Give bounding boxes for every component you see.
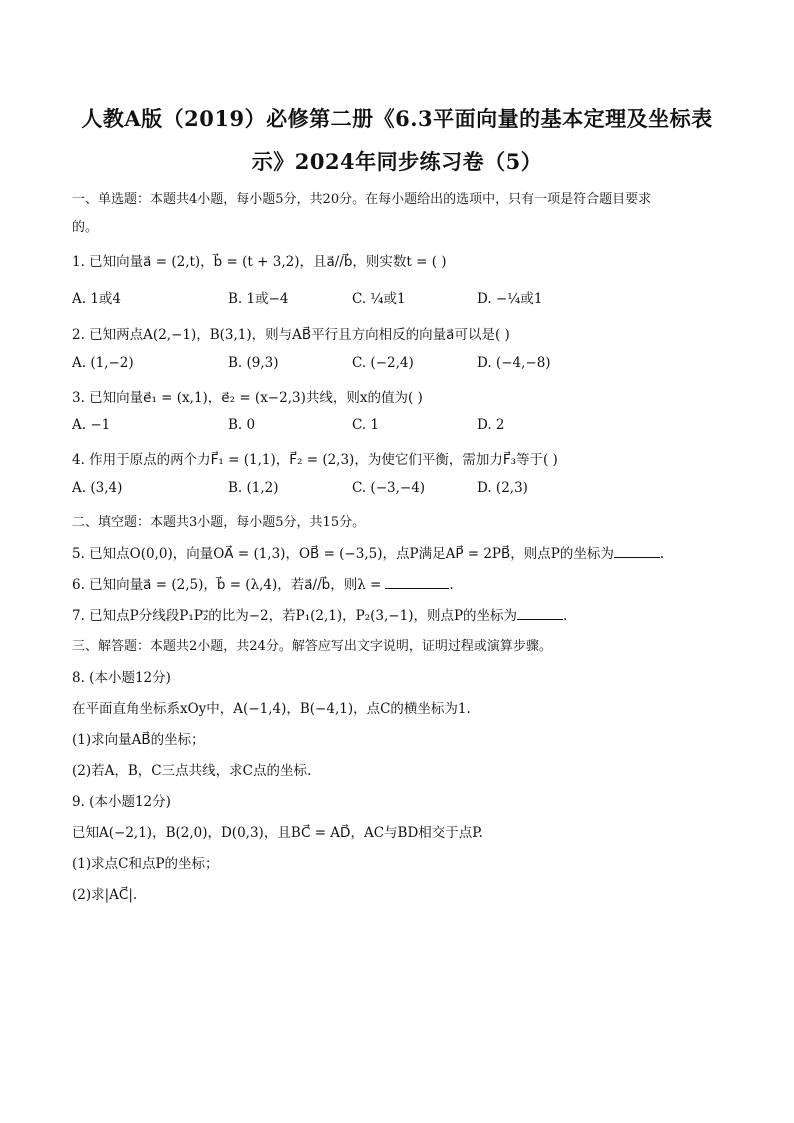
question-9-part2: (2)求|AC⃗|. [72,887,138,903]
q3-option-b: B. 0 [228,417,256,433]
q1-option-d: D. −¼或1 [477,291,543,307]
section3-header: 三、解答题：本题共2小题，共24分。解答应写出文字说明，证明过程或演算步骤。 [72,639,552,654]
q1-option-c: C. ¼或1 [352,291,406,307]
q1-option-b: B. 1或−4 [228,291,289,307]
q1-option-a: A. 1或4 [72,291,122,307]
section2-header: 二、填空题：本题共3小题，每小题5分，共15分。 [72,515,366,530]
section1-header: 一、单选题：本题共4小题，每小题5分，共20分。在每小题给出的选项中，只有一项是符合题目要求 [72,192,652,207]
question-5-end: . [659,546,665,562]
question-4: 4. 作用于原点的两个力F⃗₁ = (1,1)，F⃗₂ = (2,3)，为使它们平衡，需加力F⃗₃等于( ) [72,452,558,468]
question-9-text: 已知A(−2,1)，B(2,0)，D(0,3)，且BC⃗ = AD⃗，AC与BD相交于点P. [72,825,483,841]
question-5-text: 5. 已知点O(0,0)，向量OA⃗ = (1,3)，OB⃗ = (−3,5)，点P满足AP⃗ = 2PB⃗，则点P的坐标为 [72,546,614,562]
q3-option-c: C. 1 [352,417,380,433]
section1-header-cont: 的。 [72,220,99,235]
q2-option-c: C. (−2,4) [352,355,414,371]
question-8-part1: (1)求向量AB⃗的坐标； [72,732,205,748]
q2-option-d: D. (−4,−8) [477,355,551,371]
answer-blank [385,576,449,589]
question-7-text: 7. 已知点P分线段P₁P₂⃗的比为−2，若P₁(2,1)，P₂(3,−1)，则点P的坐标为 [72,608,518,624]
question-6-text: 6. 已知向量a⃗ = (2,5)，b⃗ = (λ,4)，若a⃗//b⃗，则λ = [72,577,382,593]
q4-option-c: C. (−3,−4) [352,480,426,496]
q4-option-a: A. (3,4) [72,480,123,496]
q4-option-d: D. (2,3) [477,480,528,496]
q3-option-d: D. 2 [477,417,505,433]
q2-option-a: A. (1,−2) [72,355,134,371]
doc-title-line2: 示》2024年同步练习卷（5） [251,149,543,174]
q2-option-b: B. (9,3) [228,355,279,371]
question-9-part1: (1)求点C和点P的坐标； [72,856,219,872]
question-8-part2: (2)若A，B，C三点共线，求C点的坐标. [72,763,312,779]
answer-blank [614,545,660,558]
question-2: 2. 已知两点A(2,−1)，B(3,1)，则与AB⃗平行且方向相反的向量a⃗可以是( ) [72,327,510,343]
answer-blank [517,607,563,620]
question-8-text: 在平面直角坐标系xOy中，A(−1,4)，B(−4,1)，点C的横坐标为1. [72,701,471,717]
question-8-label: 8. (本小题12分) [72,670,171,686]
q4-option-b: B. (1,2) [228,480,279,496]
question-6-end: . [449,577,454,593]
question-3: 3. 已知向量e⃗₁ = (x,1)，e⃗₂ = (x−2,3)共线，则x的值为( ) [72,390,423,406]
question-5 [72,542,664,562]
q3-option-a: A. −1 [72,417,111,433]
question-9-label: 9. (本小题12分) [72,794,171,810]
doc-title-line1: 人教A版（2019）必修第二册《6.3平面向量的基本定理及坐标表 [81,106,713,131]
question-7-end: . [563,608,568,624]
question-7 [72,604,567,624]
question-1: 1. 已知向量a⃗ = (2,t)，b⃗ = (t + 3,2)，且a⃗//b⃗，则实数t = ( ) [72,254,447,270]
question-6 [72,573,454,593]
